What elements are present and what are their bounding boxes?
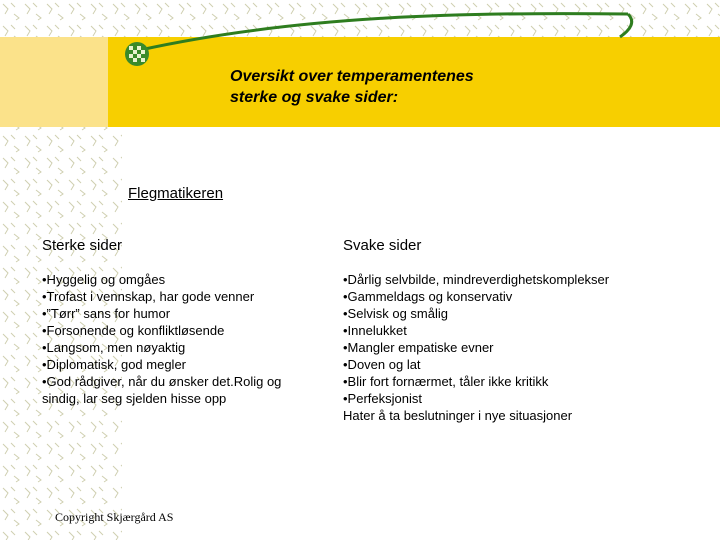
list-item: •Langsom, men nøyaktig: [42, 340, 186, 355]
list-item: •Mangler empatiske evner: [343, 340, 494, 355]
slide-title: Oversikt over temperamentenes sterke og svake sider:: [230, 68, 474, 106]
list-item: •Selvisk og smålig: [343, 306, 448, 321]
list-item: •Doven og lat: [343, 357, 421, 372]
list-item: •Hyggelig og omgåes: [42, 272, 166, 287]
list-item: •Forsonende og konfliktløsende: [42, 323, 225, 338]
list-item: •Innelukket: [343, 323, 407, 338]
list-item: •Perfeksjonist: [343, 391, 422, 406]
list-item: Hater å ta beslutninger i nye situasjoner: [343, 408, 573, 423]
list-item: •Trofast i vennskap, har gode venner: [42, 289, 255, 304]
list-item: •God rådgiver, når du ønsker det.Rolig og: [42, 374, 282, 389]
copyright-text: Copyright Skjærgård AS: [55, 510, 174, 524]
green-swoosh: [0, 0, 720, 60]
weaknesses-heading: Svake sider: [343, 237, 422, 254]
list-item: •Gammeldags og konservativ: [343, 289, 513, 304]
list-item: •Dårlig selvbilde, mindreverdighetskomplekser: [343, 272, 610, 287]
globe-icon: [123, 40, 151, 68]
weaknesses-list: [343, 271, 609, 424]
strengths-heading: Sterke sider: [42, 237, 123, 254]
list-item: •Diplomatisk, god megler: [42, 357, 186, 372]
list-item: •”Tørr” sans for humor: [42, 306, 171, 321]
list-item: •Blir fort fornærmet, tåler ikke kritikk: [343, 374, 549, 389]
slide-subtitle: Flegmatikeren: [128, 185, 224, 202]
strengths-list: [42, 271, 281, 407]
list-item: sindig, lar seg sjelden hisse opp: [42, 391, 227, 406]
